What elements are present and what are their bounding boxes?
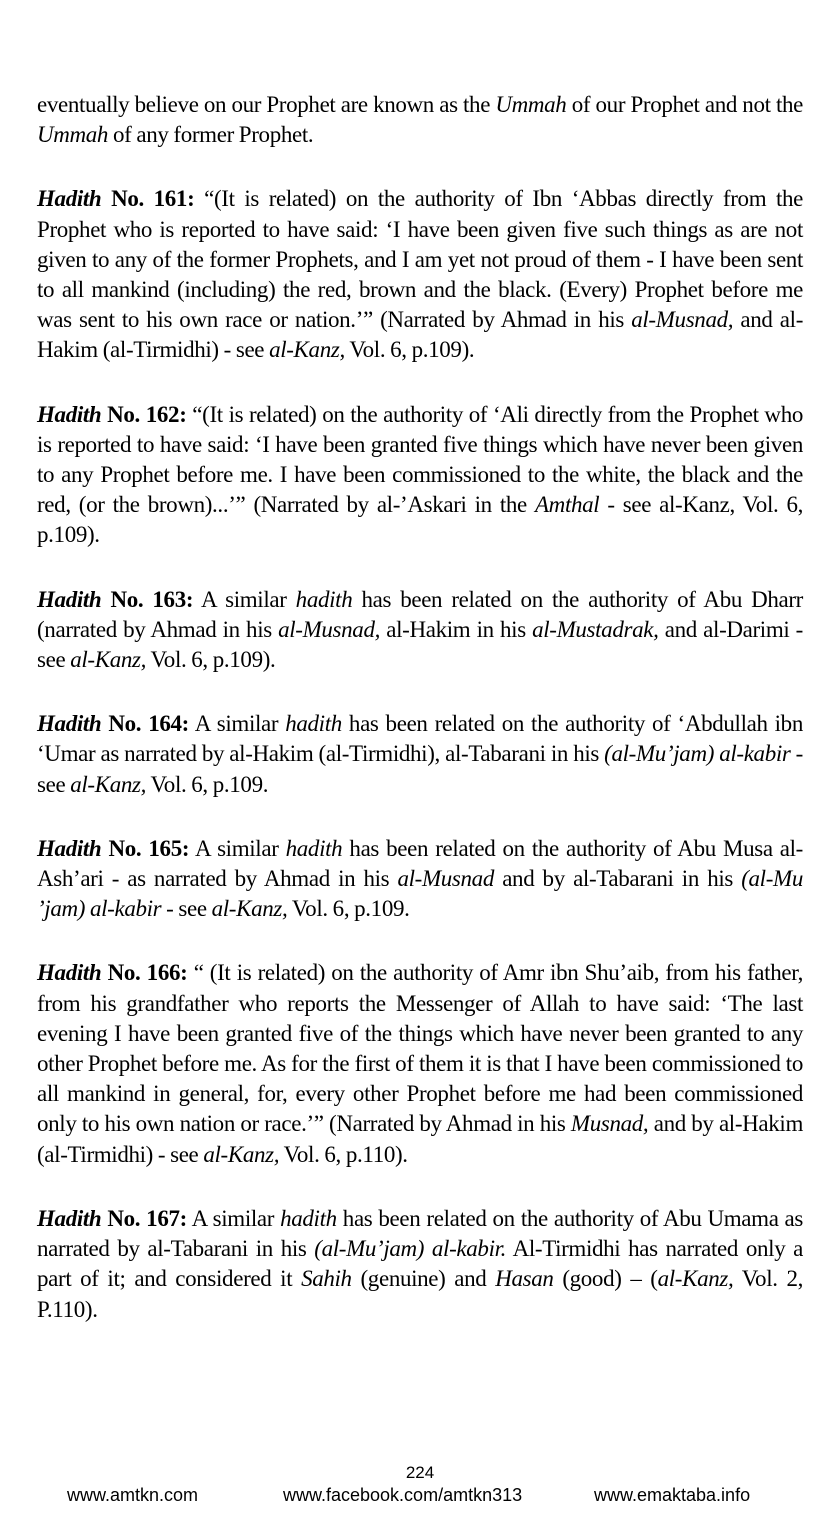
- text-run: - see: [37, 741, 803, 797]
- text-run: No. 161:: [101, 186, 195, 212]
- hadith-label: Hadith: [37, 586, 102, 612]
- text-run: al-Musnad,: [631, 307, 734, 333]
- text-run: - see: [161, 896, 212, 922]
- text-run: hadith: [280, 1205, 337, 1231]
- text-run: Hasan: [495, 1266, 554, 1292]
- text-run: of any former Prophet.: [108, 122, 314, 148]
- text-run: Al-Tirmidhi has narrated only a part of it; and considered it: [37, 1236, 803, 1292]
- hadith-label: Hadith: [37, 401, 102, 427]
- hadith-label: Hadith: [37, 711, 102, 737]
- text-run: al-Mustadrak,: [532, 616, 659, 642]
- text-run: al-Musnad,: [278, 616, 381, 642]
- text-run: Vol. 2, P.110).: [37, 1266, 803, 1322]
- text-run: A similar: [193, 586, 296, 612]
- footer-link-emaktaba[interactable]: www.emaktaba.info: [594, 1485, 751, 1505]
- text-run: hadith: [285, 711, 342, 737]
- text-run: [37, 186, 101, 211]
- text-run: (al-Mu’jam) al-kabir.: [314, 1236, 507, 1262]
- text-run: al-Kanz,: [657, 1266, 734, 1292]
- paragraph-hadith-161: [37, 184, 803, 365]
- text-run: al-Kanz,: [70, 771, 147, 797]
- paragraph-hadith-162: [37, 400, 803, 551]
- text-run: has been related on the authority of Abu Musa al-Ash’ari - as narrated by Ahmad in his: [37, 835, 803, 892]
- paragraph-hadith-164: [37, 709, 803, 800]
- text-run: Vol. 6, p.109).: [344, 337, 475, 363]
- text-run: No. 166:: [101, 960, 188, 986]
- footer-links: [0, 1483, 840, 1507]
- text-run: No. 164:: [101, 711, 189, 737]
- text-run: [37, 711, 101, 736]
- text-run: (al-Mu’jam) al-kabir: [604, 741, 791, 767]
- text-run: Vol. 6, p.109.: [146, 771, 269, 797]
- text-run: “(It is related) on the authority of Ibn ‘Abbas directly from the Prophet who is reported to have said: ‘I have been given five such things as are not given to any of the former Prophets, and I am yet not proud of them - I have been sent to all mankind (including) the red, brown and the black. (Every) Prophet before me was sent to his own race or nation.’” (Narrated by Ahmad in his: [37, 186, 804, 333]
- text-run: No. 165:: [101, 835, 190, 861]
- text-run: Vol. 6, p.109.: [287, 896, 410, 922]
- text-run: Sahih: [301, 1266, 352, 1292]
- hadith-label: Hadith: [37, 960, 102, 986]
- text-run: A similar: [189, 835, 286, 861]
- text-run: [37, 402, 101, 427]
- footer-link-amtkn[interactable]: www.amtkn.com: [67, 1485, 199, 1505]
- text-run: eventually believe on our Prophet are known as the: [37, 92, 496, 117]
- page-body: [37, 90, 803, 1359]
- hadith-label: Hadith: [37, 186, 102, 212]
- text-run: [37, 960, 101, 985]
- text-run: (genuine) and: [351, 1266, 496, 1292]
- text-run: and al-Darimi - see: [37, 616, 803, 673]
- paragraph-intro: [37, 90, 803, 150]
- footer-link-facebook[interactable]: www.facebook.com/amtkn313: [283, 1485, 523, 1505]
- text-run: has been related on the authority of ‘Abdullah ibn ‘Umar as narrated by al-Hakim (al-Tirmidhi), al-Tabarani in his: [37, 711, 803, 767]
- text-run: - see al-Kanz, Vol. 6, p.109).: [37, 492, 803, 548]
- text-run: hadith: [295, 586, 353, 612]
- text-run: “(It is related) on the authority of ‘Ali directly from the Prophet who is reported to have said: ‘I have been granted five things which have never been given to any Prophet before me. I have been commissioned to the white, the black and the red, (or the brown)...’” (Narrated by al-’Askari in the: [37, 401, 803, 518]
- text-run: has been related on the authority of Abu Dharr (narrated by Ahmad in his: [37, 586, 803, 642]
- text-run: No. 163:: [101, 586, 194, 612]
- text-run: has been related on the authority of Abu Umama as narrated by al-Tabarani in his: [37, 1205, 804, 1262]
- page-footer: [0, 1463, 840, 1507]
- text-run: A similar: [189, 711, 286, 737]
- text-run: and by al-Tabarani in his: [493, 866, 742, 892]
- text-run: Vol. 6, p.110).: [279, 1141, 408, 1167]
- text-run: Vol. 6, p.109).: [146, 647, 276, 673]
- text-run: [37, 836, 101, 861]
- text-run: (al-Mu ’jam) al-kabir: [37, 866, 803, 922]
- text-run: (good) – (: [553, 1266, 658, 1292]
- page-number: 224: [405, 1463, 435, 1482]
- paragraph-hadith-166: [37, 958, 803, 1169]
- text-run: Musnad,: [570, 1111, 649, 1137]
- text-run: al-Kanz,: [269, 337, 345, 363]
- text-run: No. 167:: [101, 1205, 187, 1231]
- text-run: al-Kanz,: [203, 1141, 280, 1167]
- text-run: and by al-Hakim (al-Tirmidhi) - see: [37, 1111, 804, 1167]
- hadith-label: Hadith: [37, 835, 102, 861]
- text-run: Ummah: [495, 92, 567, 117]
- text-run: A similar: [186, 1205, 281, 1231]
- text-run: and al-Hakim (al-Tirmidhi) - see: [37, 307, 803, 363]
- text-run: al-Kanz,: [70, 647, 147, 673]
- text-run: Ummah: [37, 122, 109, 148]
- text-run: No. 162:: [101, 401, 187, 427]
- text-run: al-Musnad: [397, 866, 494, 892]
- text-run: [37, 1206, 101, 1231]
- hadith-label: Hadith: [37, 1205, 102, 1231]
- text-run: al-Hakim in his: [380, 616, 533, 642]
- text-run: [37, 587, 101, 612]
- paragraph-hadith-165: [37, 834, 803, 925]
- paragraph-hadith-167: [37, 1204, 803, 1325]
- text-run: “ (It is related) on the authority of Amr ibn Shu’aib, from his father, from his grandfather who reports the Messenger of Allah to have said: ‘The last evening I have been granted five of the things which have never been granted to any other Prophet before me. As for the first of them it is that I have been commissioned to all mankind in general, for, every other Prophet before me had been commissioned only to his own nation or race.’” (Narrated by Ahmad in his: [37, 960, 803, 1137]
- text-run: Amthal: [534, 492, 600, 518]
- text-run: hadith: [285, 835, 343, 861]
- text-run: of our Prophet and not the: [566, 92, 803, 117]
- text-run: al-Kanz,: [211, 896, 288, 922]
- paragraph-hadith-163: [37, 585, 803, 676]
